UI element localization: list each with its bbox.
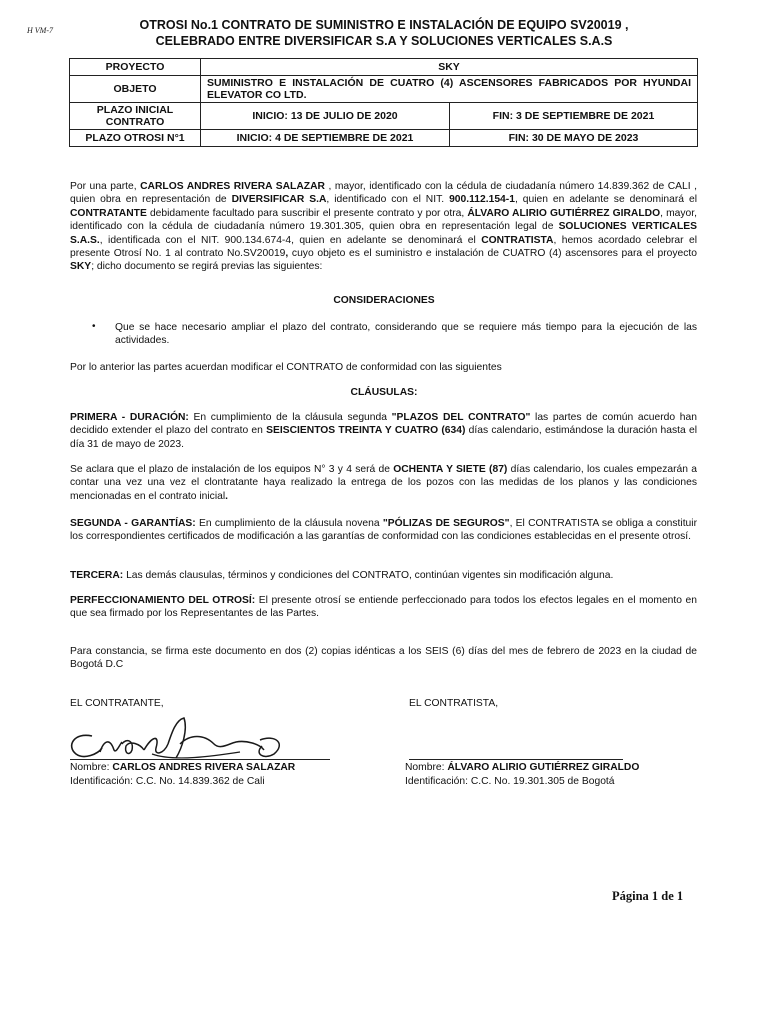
plazo-inicial-inicio: INICIO: 13 DE JULIO DE 2020	[201, 103, 450, 130]
bullet-icon: •	[92, 321, 96, 332]
consideracion-item: Que se hace necesario ampliar el plazo del contrato, considerando que se requiere más tiempo para la ejecución de las actividades.	[115, 322, 697, 347]
proyecto-label: PROYECTO	[70, 59, 201, 76]
contratante-id: Identificación: C.C. No. 14.839.362 de Cali	[70, 776, 265, 787]
contratante-label: EL CONTRATANTE,	[70, 698, 164, 709]
plazo-otrosi-inicio: INICIO: 4 DE SEPTIEMBRE DE 2021	[201, 130, 450, 147]
contratante-name: Nombre: CARLOS ANDRES RIVERA SALAZAR	[70, 762, 296, 773]
perfeccionamiento-paragraph: PERFECCIONAMIENTO DEL OTROSÍ: El presente otrosí se entiende perfeccionado para todos los efectos legales en el momento en que sea firmado por los Representantes de las Partes.	[70, 595, 697, 620]
objeto-value: SUMINISTRO E INSTALACIÓN DE CUATRO (4) ASCENSORES FABRICADOS POR HYUNDAI ELEVATOR CO LTD.	[201, 76, 698, 103]
plazo-otrosi-label: PLAZO OTROSI N°1	[70, 130, 201, 147]
table-row	[70, 59, 698, 76]
plazo-inicial-fin: FIN: 3 DE SEPTIEMBRE DE 2021	[450, 103, 698, 130]
contract-summary-table	[69, 58, 698, 147]
contratista-name: Nombre: ÁLVARO ALIRIO GUTIÉRREZ GIRALDO	[405, 762, 640, 773]
constancia-paragraph: Para constancia, se firma este documento en dos (2) copias idénticas a los SEIS (6) días del mes de febrero de 2023 en la ciudad de Bogotá D.C	[70, 646, 697, 671]
clausulas-heading: CLÁUSULAS:	[350, 387, 418, 398]
por-lo-anterior-paragraph: Por lo anterior las partes acuerdan modificar el CONTRATO de conformidad con las siguientes	[70, 362, 502, 373]
clausula-segunda: SEGUNDA - GARANTÍAS: En cumplimiento de la cláusula novena "PÓLIZAS DE SEGUROS", El CONTRATISTA se obliga a constituir los correspondientes certificados de modificación a las garantías de conformidad con las condiciones establecidas en el presente otrosí.	[70, 518, 697, 543]
table-row	[70, 76, 698, 103]
plazo-inicial-label: PLAZO INICIAL CONTRATO	[70, 103, 201, 130]
title-line-1: OTROSI No.1 CONTRATO DE SUMINISTRO E INSTALACIÓN DE EQUIPO SV20019 ,	[139, 18, 629, 32]
document-code: H VM-7	[27, 26, 53, 35]
contratista-label: EL CONTRATISTA,	[409, 698, 499, 709]
contratista-id: Identificación: C.C. No. 19.301.305 de Bogotá	[405, 776, 615, 787]
contratante-signature-line	[70, 759, 330, 760]
contratista-signature-line	[409, 759, 623, 760]
aclaracion-paragraph: Se aclara que el plazo de instalación de los equipos N° 3 y 4 será de OCHENTA Y SIETE (87) días calendario, los cuales empezarán a contar una vez una vez el clontratante haya realizado la entrega de los pozos con las medidas de los planos y las condiciones mencionadas en el contrato inicial.	[70, 464, 697, 502]
document-title	[0, 17, 768, 49]
plazo-otrosi-fin: FIN: 30 DE MAYO DE 2023	[450, 130, 698, 147]
table-row	[70, 103, 698, 130]
consideraciones-heading: CONSIDERACIONES	[333, 295, 435, 306]
table-row	[70, 130, 698, 147]
clausula-primera: PRIMERA - DURACIÓN: En cumplimiento de la cláusula segunda "PLAZOS DEL CONTRATO" las partes de común acuerdo han decidido extender el plazo del contrato en SEISCIENTOS TREINTA Y CUATRO (634) días calendario, estimándose la duración hasta el día 31 de mayo de 2023.	[70, 412, 697, 450]
clausula-tercera: TERCERA: Las demás clausulas, términos y condiciones del CONTRATO, continúan vigentes sin modificación alguna.	[70, 570, 614, 581]
objeto-label: OBJETO	[70, 76, 201, 103]
proyecto-value: SKY	[201, 59, 698, 76]
page-number: Página 1 de 1	[612, 889, 684, 903]
title-line-2: CELEBRADO ENTRE DIVERSIFICAR S.A Y SOLUCIONES VERTICALES S.A.S	[155, 34, 613, 48]
intro-paragraph: Por una parte, CARLOS ANDRES RIVERA SALAZAR , mayor, identificado con la cédula de ciudadanía número 14.839.362 de CALI , quien obra en representación de DIVERSIFICAR S.A, identificado con el NIT. 900.112.154-1, quien en adelante se denominará el CONTRATANTE debidamente facultado para suscribir el presente contrato y por otra, ÁLVARO ALIRIO GUTIÉRREZ GIRALDO, mayor, identificado con la cédula de ciudadanía número 19.301.305, quien obra en representación legal de SOLUCIONES VERTICALES S.A.S., identificada con el NIT. 900.134.674-4, quien en adelante se denominará el CONTRATISTA, hemos acordado celebrar el presente Otrosí No. 1 al contrato No.SV20019, cuyo objeto es el suministro e instalación de CUATRO (4) ascensores para el proyecto SKY; dicho documento se regirá previas las siguientes:	[70, 181, 697, 273]
